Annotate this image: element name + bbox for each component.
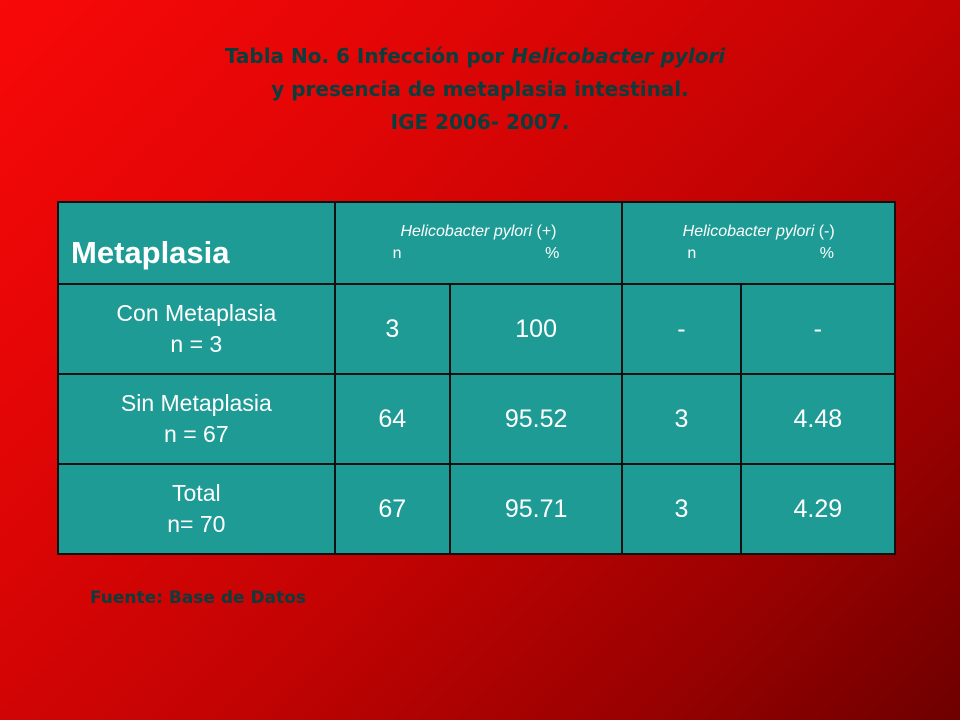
header-hp-positive: [335, 202, 623, 284]
cell-pos-n: 64: [335, 374, 450, 464]
row-label: [58, 374, 335, 464]
header-hp-negative: [622, 202, 895, 284]
title-line-2: y presencia de metaplasia intestinal.: [271, 77, 689, 101]
cell-pos-pct: 100: [450, 284, 622, 374]
header-hp-negative-n: n: [687, 245, 697, 262]
cell-pos-n: 3: [335, 284, 450, 374]
header-hp-positive-n: n: [392, 245, 402, 262]
cell-neg-pct: 4.48: [741, 374, 895, 464]
metaplasia-table: [57, 201, 896, 555]
header-hp-positive-pct: %: [545, 245, 560, 262]
title-line-1: [0, 40, 960, 73]
title-prefix: Tabla No. 6 Infección por: [224, 44, 512, 68]
header-hp-positive-name: Helicobacter pylori: [400, 223, 533, 240]
header-hp-negative-subcols: [623, 243, 894, 265]
header-hp-positive-title: [336, 221, 622, 243]
table-row-total: [58, 464, 895, 554]
row-label-line-1: Con Metaplasia: [116, 300, 277, 326]
row-label-line-2: n = 3: [170, 331, 223, 357]
cell-pos-pct: 95.71: [450, 464, 622, 554]
cell-neg-pct: -: [741, 284, 895, 374]
cell-neg-n: -: [622, 284, 740, 374]
cell-pos-pct: 95.52: [450, 374, 622, 464]
header-hp-negative-title: [623, 221, 894, 243]
header-hp-positive-sign: (+): [532, 223, 557, 240]
source-note: Fuente: Base de Datos: [90, 588, 306, 608]
row-label-line-1: Total: [172, 480, 221, 506]
cell-neg-n: 3: [622, 464, 740, 554]
row-label: [58, 284, 335, 374]
table-row-sin-metaplasia: [58, 374, 895, 464]
cell-pos-n: 67: [335, 464, 450, 554]
row-label-line-1: Sin Metaplasia: [120, 390, 272, 416]
table-header-row: [58, 202, 895, 284]
header-hp-negative-pct: %: [819, 245, 834, 262]
header-hp-negative-sign: (-): [814, 223, 835, 240]
header-hp-positive-subcols: [336, 243, 622, 265]
title-line-3: IGE 2006- 2007.: [390, 110, 570, 134]
slide-title: [0, 40, 960, 139]
row-label-line-2: n= 70: [167, 511, 226, 537]
title-italic-organism: Helicobacter pylori: [511, 44, 726, 68]
table-row-con-metaplasia: [58, 284, 895, 374]
row-label: [58, 464, 335, 554]
row-label-line-2: n = 67: [164, 421, 229, 447]
header-hp-negative-name: Helicobacter pylori: [682, 223, 815, 240]
cell-neg-n: 3: [622, 374, 740, 464]
header-metaplasia: Metaplasia: [58, 202, 335, 284]
cell-neg-pct: 4.29: [741, 464, 895, 554]
